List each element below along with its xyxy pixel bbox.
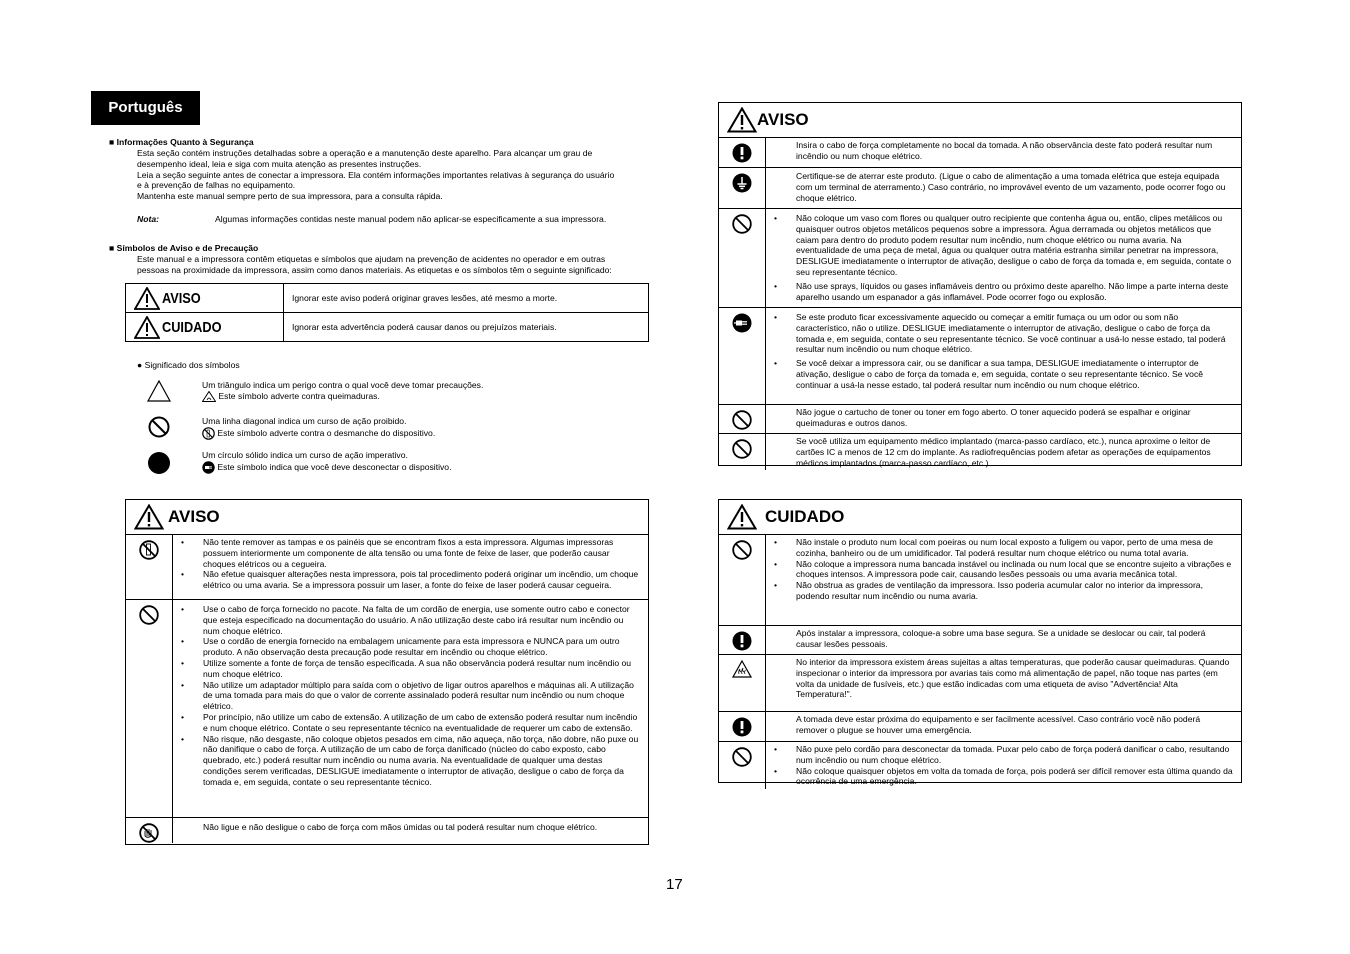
page-number: 17	[666, 876, 683, 893]
prohibited-icon	[732, 747, 752, 767]
cuidado-label: CUIDADO	[162, 318, 222, 336]
warning-triangle-icon	[727, 504, 757, 530]
symbol-meaning-table	[125, 283, 649, 342]
info-paragraph: Esta seção contém instruções detalhadas sobre a operação e a manutenção deste aparelho. Para alcançar um grau de desempenho ideal, leia e siga com muita atenção as presentes instruções. Leia a seção seguinte antes de conectar a impressora. Ela contém informações importantes relativas à segurança do usuário e à prevenção de falhas no equipamento. Mantenha este manual sempre perto de sua impressora, para a consulta rápida.	[137, 148, 615, 202]
list-item: • Não use sprays, líquidos ou gases inflamáveis dentro ou próximo deste aparelho. Não limpe a parte interna deste aparelho usando um espanador a gás inflamável. Pode ocorrer fogo ou explosão.	[796, 281, 1233, 303]
list-item: • Não obstrua as grades de ventilação da impressora. Isso poderia acumular calor no interior da impressora, podendo resultar num incêndio ou numa avaria.	[796, 580, 1233, 602]
symbols-heading: ■ Símbolos de Aviso e de Precaução	[109, 243, 259, 253]
ground-icon	[732, 173, 752, 193]
aviso-label: AVISO	[162, 289, 202, 307]
list-item: • Não instale o produto num local com poeiras ou num local exposto a fuligem ou vapor, perto de uma mesa de cozinha, banheiro ou de um umidificador. Tal poderá resultar num choque elétrico ou numa total avaria.	[796, 537, 1233, 559]
no-disassemble-icon	[202, 427, 215, 440]
table-row	[719, 535, 1241, 626]
cuidado-right-title: CUIDADO	[765, 507, 845, 526]
table-row	[719, 405, 1241, 434]
table-row	[719, 712, 1241, 742]
aviso-right-box	[718, 102, 1242, 466]
list-item: • Não risque, não desgaste, não coloque objetos pesados em cima, não aqueça, não torça, não dobre, não puxe ou não danifique o cabo de força. A utilização de um cabo de força danificado (núcleo do cabo exposto, cabo quebrado, etc.) poderá resultar num incêndio ou numa avaria. Na eventualidade de qualquer uma destas condições serem verificadas, DESLIGUE imediatamente o interruptor de ativação, desligue o cabo de força da tomada e, em seguida, contate o seu representante técnico.	[203, 734, 640, 788]
mandatory-icon	[732, 143, 752, 163]
mandatory-icon	[732, 717, 752, 737]
aviso-left-box	[125, 499, 649, 845]
solid-circle-icon	[147, 451, 171, 475]
list-item: • Use o cabo de força fornecido no pacote. Na falta de um cordão de energia, use somente outro cabo e conector que esteja especificado na documentação do usuário. A não utilização deste cabo irá resultar num incêndio ou num choque elétrico.	[203, 604, 640, 636]
table-row	[719, 742, 1241, 789]
row-text: Se você utiliza um equipamento médico implantado (marca-passo cardíaco, etc.), nunca aproxime o leitor de cartões IC a menos de 12 cm do implante. As radiofrequências podem afetar as operações de equipamentos médicos implantados (marca-passo cardíaco, etc.).	[796, 436, 1211, 468]
warning-triangle-icon	[134, 316, 160, 339]
table-row	[126, 535, 648, 600]
aviso-description: Ignorar este aviso poderá originar graves lesões, até mesmo a morte.	[284, 284, 649, 313]
table-row	[719, 655, 1241, 712]
row-text: Não jogue o cartucho de toner ou toner em fogo aberto. O toner aquecido poderá se espalhar e originar queimaduras e outros danos.	[796, 407, 1191, 428]
list-item: • Se este produto ficar excessivamente aquecido ou começar a emitir fumaça ou um odor ou som não característico, não o utilize. DESLIGUE imediatamente o interruptor de ativação, desligue o cabo de força da tomada e, em seguida, contate o seu representante técnico. Se você continuar a usá-lo nesse estado, tal poderá resultar num incêndio ou num choque elétrico.	[796, 312, 1233, 355]
list-item: • Não tente remover as tampas e os painéis que se encontram fixos a esta impressora. Algumas impressoras possuem interiormente um componente de alta tensão ou uma fonte de feixe de laser, que poderão causar choques elétricos ou a cegueira.	[203, 537, 640, 569]
table-row	[126, 818, 648, 843]
prohibited-icon	[139, 605, 159, 625]
prohibited-icon	[148, 416, 170, 438]
table-row	[719, 626, 1241, 655]
triangle-icon	[147, 380, 171, 402]
table-row	[719, 209, 1241, 308]
meaning-triangle: Um triângulo indica um perigo contra o qual você deve tomar precauções. Este símbolo adverte contra queimaduras.	[202, 380, 484, 401]
no-wet-hands-icon	[139, 823, 159, 843]
list-item: • Não efetue quaisquer alterações nesta impressora, pois tal procedimento poderá originar um incêndio, um choque elétrico ou uma avaria. Se a impressora possuir um laser, a fonte do feixe de laser poderá causar cegueira.	[203, 569, 640, 591]
table-row	[126, 313, 649, 342]
meaning-title: ● Significado dos símbolos	[137, 360, 240, 370]
list-item: • Se você deixar a impressora cair, ou se danificar a sua tampa, DESLIGUE imediatamente o interruptor de ativação, desligue o cabo de força da tomada e, em seguida, contate o seu representante técnico. Se você continuar a usá-la nesse estado, tal poderá resultar num incêndio ou num choque elétrico.	[796, 358, 1233, 390]
row-text: Insira o cabo de força completamente no bocal da tomada. A não observância deste fato poderá resultar num incêndio ou num choque elétrico.	[796, 140, 1213, 161]
list-item: • Não utilize um adaptador múltiplo para saída com o objetivo de ligar outros aparelhos e máquinas ali. A utilização de uma tomada para mais do que o valor de corrente assinalado poderá resultar num incêndio ou num choque elétrico.	[203, 680, 640, 712]
unplug-icon	[202, 461, 215, 474]
prohibited-icon	[732, 214, 752, 234]
table-row	[719, 308, 1241, 405]
note-label: Nota:	[137, 214, 159, 224]
warning-triangle-icon	[134, 504, 164, 530]
aviso-right-title: AVISO	[757, 110, 809, 129]
prohibited-icon	[732, 540, 752, 560]
prohibited-icon	[732, 439, 752, 459]
list-item: • Não puxe pelo cordão para desconectar da tomada. Puxar pelo cabo de força poderá danificar o cabo, resultando num incêndio ou num choque elétrico.	[796, 744, 1233, 766]
list-item: • Utilize somente a fonte de força de tensão especificada. A sua não observância poderá resultar num incêndio ou num choque elétrico.	[203, 658, 640, 680]
table-row	[719, 168, 1241, 209]
row-text: No interior da impressora existem áreas sujeitas a altas temperaturas, que poderão causar queimaduras. Quando inspecionar o interior da impressora por avarias tais como má alimentação de papel, não toque nas partes (em volta da unidade de fusíveis, etc.) que estão indicadas com uma etiqueta de aviso "Advertência! Alta Temperatura!".	[796, 657, 1230, 700]
cuidado-description: Ignorar esta advertência poderá causar danos ou prejuízos materiais.	[284, 313, 649, 342]
aviso-left-title: AVISO	[168, 507, 220, 526]
table-row	[126, 284, 649, 313]
list-item: • Não coloque um vaso com flores ou qualquer outro recipiente que contenha água ou, então, clipes metálicos ou quaisquer outros objetos metálicos pequenos sobre a impressora. Água derramada ou objetos metálicos que caiam para dentro do produto podem resultar num incêndio, num choque elétrico ou numa avaria. Na eventualidade de uma peça de metal, água ou qualquer outra matéria estranha similar penetrar na impressora, DESLIGUE imediatamente o interruptor de ativação, desligue o cabo de força da tomada e, em seguida, contate o seu representante técnico.	[796, 213, 1233, 278]
hot-surface-icon	[732, 660, 752, 678]
unplug-icon	[732, 313, 752, 333]
burn-warning-icon	[202, 391, 216, 402]
symbols-paragraph: Este manual e a impressora contêm etiquetas e símbolos que ajudam na prevenção de acidentes no operador e em outras pessoas na proximidade da impressora, assim como danos materiais. As etiquetas e os símbolos têm o seguinte significado:	[137, 254, 612, 275]
language-tab: Português	[91, 91, 200, 125]
cuidado-right-box	[718, 499, 1242, 787]
mandatory-icon	[732, 631, 752, 651]
no-disassemble-icon	[139, 540, 159, 560]
info-heading: ■ Informações Quanto à Segurança	[109, 137, 254, 147]
list-item: • Use o cordão de energia fornecido na embalagem unicamente para esta impressora e NUNCA para um outro produto. A não observação desta precaução pode resultar em incêndio ou choque elétrico.	[203, 636, 640, 658]
row-text: A tomada deve estar próxima do equipamento e ser facilmente acessível. Caso contrário você não poderá remover o plugue se houver uma emergência.	[796, 714, 1201, 735]
meaning-solid-circle: Um círculo sólido indica um curso de ação imperativo. Este símbolo indica que você deve desconectar o dispositivo.	[202, 450, 451, 474]
table-row	[719, 434, 1241, 470]
row-text: Após instalar a impressora, coloque-a sobre uma base segura. Se a unidade se deslocar ou cair, tal poderá causar lesões pessoais.	[796, 628, 1206, 649]
warning-triangle-icon	[727, 107, 757, 133]
table-row	[126, 600, 648, 818]
row-text: Certifique-se de aterrar este produto. (Ligue o cabo de alimentação a uma tomada elétrica que esteja equipada com um terminal de aterramento.) Caso contrário, no improvável evento de um vazamento, pode ocorrer fogo ou choque elétrico.	[796, 171, 1226, 203]
list-item: • Não coloque quaisquer objetos em volta da tomada de força, pois poderá ser difícil remover esta última quando da ocorrência de uma emergência.	[796, 766, 1233, 788]
list-item: • Não coloque a impressora numa bancada instável ou inclinada ou num local que se encontre sujeito a vibrações e choques intensos. A impressora pode cair, causando lesões pessoais ou uma avaria mecânica total.	[796, 559, 1233, 581]
prohibited-icon	[732, 410, 752, 430]
note-text: Algumas informações contidas neste manual podem não aplicar-se especificamente a sua impressora.	[215, 214, 607, 224]
row-text: Não ligue e não desligue o cabo de força com mãos úmidas ou tal poderá resultar num choque elétrico.	[203, 822, 598, 832]
table-row	[719, 138, 1241, 168]
warning-triangle-icon	[134, 287, 160, 310]
list-item: • Por princípio, não utilize um cabo de extensão. A utilização de um cabo de extensão poderá resultar num incêndio e num choque elétrico. Contate o seu representante técnico na eventualidade de requerer um cabo de extensão.	[203, 712, 640, 734]
meaning-prohibited: Uma linha diagonal indica um curso de ação proibido. Este símbolo adverte contra o desmanche do dispositivo.	[202, 416, 435, 440]
